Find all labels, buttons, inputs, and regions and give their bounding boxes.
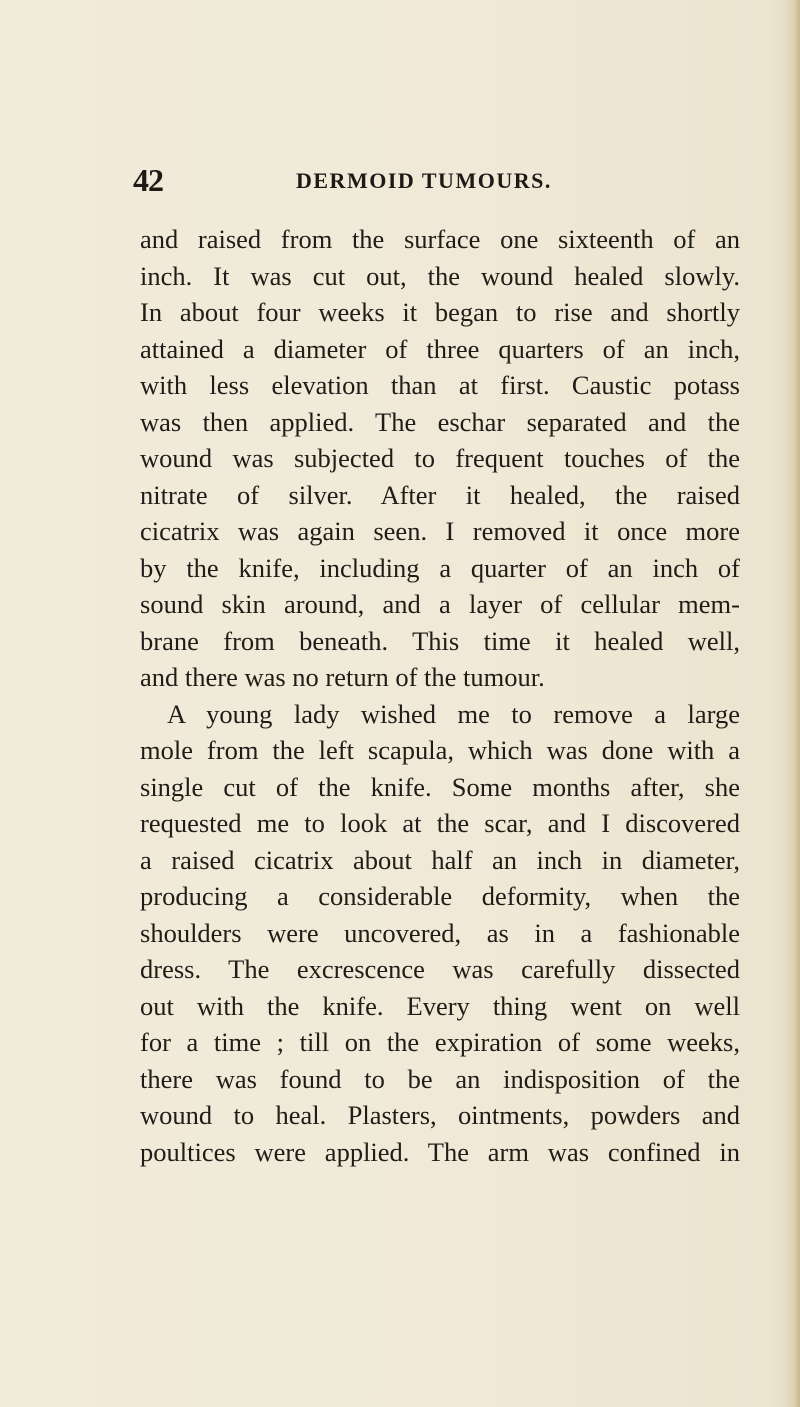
text-line: requested me to look at the scar, and I discovered — [140, 808, 740, 838]
text-line: and there was no return of the tumour. — [140, 662, 545, 692]
page-header — [133, 160, 733, 200]
text-line: sound skin around, and a layer of cellular mem- — [140, 589, 740, 619]
text-line: poultices were applied. The arm was confined in — [140, 1136, 740, 1167]
paragraph-1 — [140, 221, 740, 696]
body-text — [140, 221, 740, 1170]
text-line: with less elevation than at first. Caustic potass — [140, 370, 740, 400]
text-line: mole from the left scapula, which was done with a — [140, 735, 740, 765]
running-head: DERMOID TUMOURS. — [296, 168, 552, 193]
page-edge-shadow — [786, 0, 800, 1407]
text-line: shoulders were uncovered, as in a fashionable — [140, 917, 740, 948]
text-line: by the knife, including a quarter of an inch of — [140, 552, 740, 583]
text-line: a raised cicatrix about half an inch in diameter, — [140, 844, 740, 875]
text-line: out with the knife. Every thing went on well — [140, 990, 740, 1021]
text-line: for a time ; till on the expiration of some weeks, — [140, 1027, 740, 1057]
text-line: cicatrix was again seen. I removed it once more — [140, 516, 740, 546]
page-number: 42 — [133, 162, 163, 198]
text-line: wound to heal. Plasters, ointments, powders and — [140, 1100, 740, 1130]
text-line: was then applied. The eschar separated and the — [140, 406, 740, 437]
text-line: wound was subjected to frequent touches of the — [140, 443, 740, 473]
text-line: A young lady wished me to remove a large — [167, 698, 740, 729]
text-line: dress. The excrescence was carefully dissected — [140, 954, 740, 984]
text-line: nitrate of silver. After it healed, the raised — [140, 479, 740, 510]
paragraph-2 — [140, 696, 740, 1171]
text-line: brane from beneath. This time it healed well, — [140, 625, 740, 656]
text-line: attained a diameter of three quarters of an inch, — [140, 333, 740, 364]
text-line: there was found to be an indisposition of the — [140, 1063, 740, 1094]
text-line: producing a considerable deformity, when the — [140, 881, 740, 911]
text-line: single cut of the knife. Some months after, she — [140, 771, 740, 802]
text-line: inch. It was cut out, the wound healed slowly. — [140, 260, 740, 291]
text-line: In about four weeks it began to rise and shortly — [140, 297, 740, 327]
text-line: and raised from the surface one sixteenth of an — [140, 224, 740, 254]
